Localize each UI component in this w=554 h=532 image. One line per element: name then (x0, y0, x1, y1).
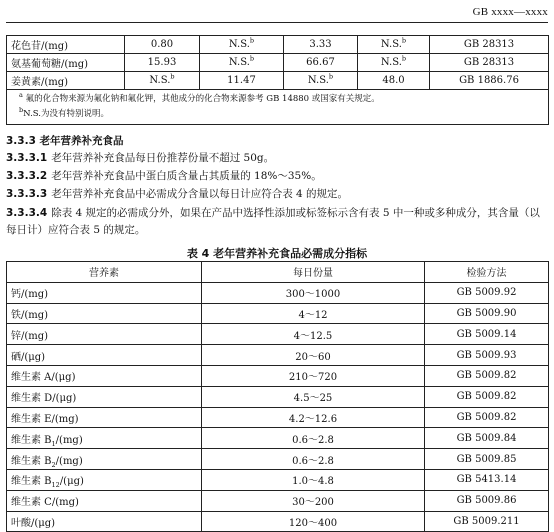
method-cell: GB 5009.82 (425, 386, 549, 407)
method-cell: GB 5009.82 (425, 365, 549, 386)
section-heading: 3.3.3 老年营养补充食品 (6, 135, 124, 147)
nutrient-name: 钙/(mg) (7, 282, 202, 303)
amount-cell: 4～12.5 (202, 324, 425, 345)
table-row (7, 345, 549, 366)
header-rule (6, 22, 548, 23)
value-cell: N.S.$^b$ (358, 36, 430, 54)
value-cell: N.S.$^b$ (358, 54, 430, 72)
table-4-title: 表 4 老年营养补充食品必需成分指标 (186, 247, 368, 260)
continued-nutrient-table (6, 35, 549, 125)
nutrient-name: 氨基葡萄糖/(mg) (7, 54, 125, 72)
nutrient-name: 维生素 $B_2/(mg)$ (7, 449, 202, 470)
table-notes (7, 90, 549, 125)
amount-cell: 0.6～2.8 (202, 449, 425, 470)
footnote-mark: b (170, 72, 175, 81)
value-cell: 15.93 (125, 54, 200, 72)
nutrient-name: 维生素 A/(μg) (7, 365, 202, 386)
nutrient-name: 维生素 D/(μg) (7, 386, 202, 407)
clause-3-3-3-2: 3.3.3.2 老年营养补充食品中蛋白质含量占其质量的 18%～35%。 (6, 170, 322, 182)
method-cell: GB 5009.86 (425, 490, 549, 511)
value-cell: 3.33 (284, 36, 358, 54)
amount-cell: 120～400 (202, 511, 425, 532)
clause-3-3-3-4: 3.3.3.4 除表 4 规定的必需成分外，如果在产品中选择性添加或标签标示含有表 5 中一种或多种成分，其含量（以每日计）应符合表 5 的规定。 (6, 207, 540, 236)
nutrient-name: 姜黄素/(mg) (7, 72, 125, 90)
table-row (7, 490, 549, 511)
table-row (7, 428, 549, 449)
amount-cell: 4.2～12.6 (202, 407, 425, 428)
value-cell: 0.80 (125, 36, 200, 54)
nutrient-name: 维生素 C/(mg) (7, 490, 202, 511)
amount-cell: 210～720 (202, 365, 425, 386)
table-row (7, 54, 549, 72)
method-cell: GB 5009.211 (425, 511, 549, 532)
table-4 (6, 261, 549, 532)
table-row (7, 303, 549, 324)
footnote-mark: b (249, 36, 255, 45)
nutrient-name: 铁/(mg) (7, 303, 202, 324)
column-header-nutrient: 营养素 (7, 262, 202, 283)
method-cell: GB 5009.90 (425, 303, 549, 324)
standard-number: GB xxxx—xxxx (472, 6, 548, 18)
column-header-method: 检验方法 (425, 262, 549, 283)
footnote-a: $^a$ 氟的化合物来源为氟化钠和氟化钾，其他成分的化合物来源参考 GB 14880 或国家有关规定。 (19, 91, 380, 104)
value-cell: N.S.$^b$ (125, 72, 200, 90)
method-cell: GB 5009.82 (425, 407, 549, 428)
method-cell: GB 5009.14 (425, 324, 549, 345)
footnote-b: $^b$N.S.为没有特别说明。 (19, 106, 109, 119)
nutrient-name: 叶酸/(μg) (7, 511, 202, 532)
method-cell: GB 1886.76 (430, 72, 549, 90)
amount-cell: 30～200 (202, 490, 425, 511)
method-cell: GB 5009.84 (425, 428, 549, 449)
nutrient-name: 硒/(μg) (7, 345, 202, 366)
table-row (7, 407, 549, 428)
column-header-amount: 每日份量 (202, 262, 425, 283)
table-row (7, 72, 549, 90)
table-row (7, 469, 549, 490)
footnote-mark: b (328, 72, 334, 81)
amount-cell: 300～1000 (202, 282, 425, 303)
table-row (7, 365, 549, 386)
clause-3-3-3-1: 3.3.3.1 老年营养补充食品每日份推荐份量不超过 50g。 (6, 152, 275, 164)
table-row (7, 282, 549, 303)
table-row (7, 449, 549, 470)
nutrient-name: 维生素 E/(mg) (7, 407, 202, 428)
amount-cell: 4～12 (202, 303, 425, 324)
table-note-row (7, 90, 549, 125)
table-row (7, 324, 549, 345)
nutrient-name: 维生素 $B_{12}/(\mu g)$ (7, 469, 202, 490)
method-cell: GB 5009.92 (425, 282, 549, 303)
method-cell: GB 5413.14 (425, 469, 549, 490)
value-cell: 11.47 (200, 72, 284, 90)
value-cell: 48.0 (358, 72, 430, 90)
method-cell: GB 5009.85 (425, 449, 549, 470)
footnote-mark: b (249, 54, 255, 63)
value-cell: N.S.$^b$ (200, 54, 284, 72)
footnote-mark: b (401, 54, 407, 63)
value-cell: 66.67 (284, 54, 358, 72)
footnote-mark: b (401, 36, 407, 45)
table-row (7, 386, 549, 407)
method-cell: GB 28313 (430, 36, 549, 54)
amount-cell: 1.0～4.8 (202, 469, 425, 490)
nutrient-name: 锌/(mg) (7, 324, 202, 345)
table-header-row (7, 262, 549, 283)
table-row (7, 511, 549, 532)
nutrient-name: 维生素 $B_1/(mg)$ (7, 428, 202, 449)
amount-cell: 20～60 (202, 345, 425, 366)
method-cell: GB 5009.93 (425, 345, 549, 366)
nutrient-name: 花色苷/(mg) (7, 36, 125, 54)
clause-3-3-3-3: 3.3.3.3 老年营养补充食品中必需成分含量以每日计应符合表 4 的规定。 (6, 188, 349, 200)
table-row (7, 36, 549, 54)
value-cell: N.S.$^b$ (200, 36, 284, 54)
amount-cell: 4.5～25 (202, 386, 425, 407)
method-cell: GB 28313 (430, 54, 549, 72)
amount-cell: 0.6～2.8 (202, 428, 425, 449)
value-cell: N.S.$^b$ (284, 72, 358, 90)
